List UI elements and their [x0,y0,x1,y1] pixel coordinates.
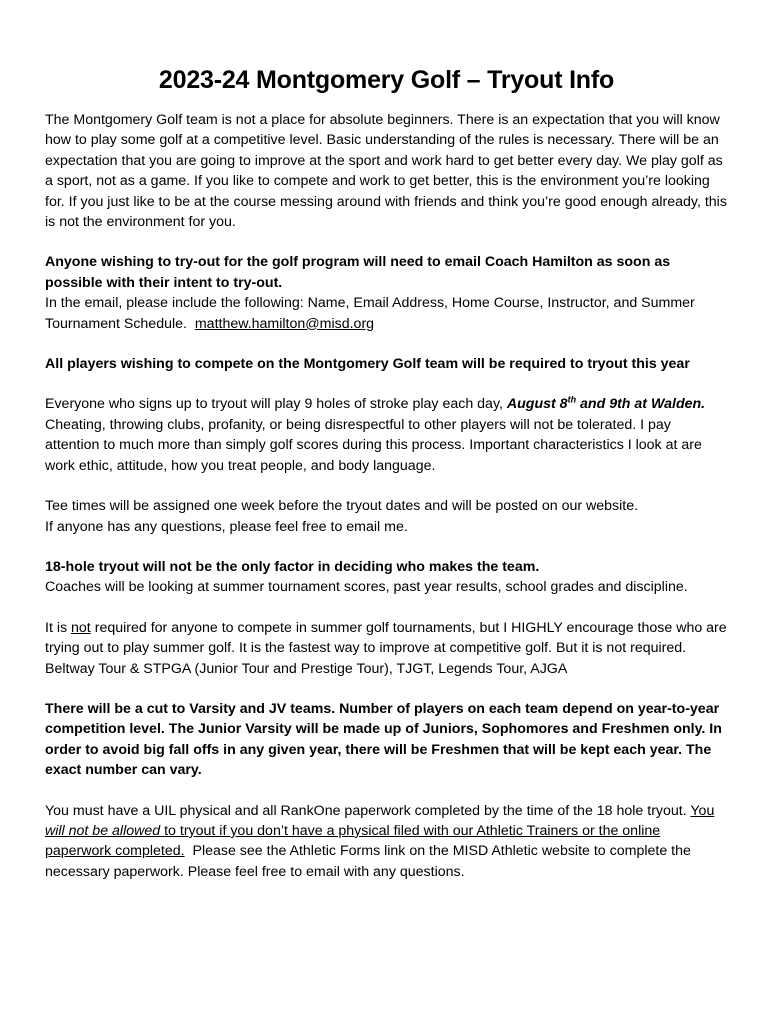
email-paragraph [45,252,728,334]
tryout-date-period: . [701,396,706,413]
paperwork-warning-emphasis: will not be allowed [45,822,161,839]
paperwork-warning-you: You [690,802,715,819]
summer-golf-body: required for anyone to compete in summer golf tournaments, but I HIGHLY encourage those who are trying out to play summer golf. It is the fastest way to improve at competitive golf. But it is not required. Beltway Tour & STPGA (Junior Tour and Prestige Tour), TJGT, Legends Tour, AJGA [45,619,727,677]
email-instructions-body: In the email, please include the following: Name, Email Address, Home Course, Instructor, and Summer Tournament Schedule. [45,295,695,332]
conduct-text: Cheating, throwing clubs, profanity, or being disrespectful to other players will not be tolerated. I pay attention to much more than simply golf scores during this process. Important characteristics I look at are work ethic, attitude, how you treat people, and body language. [45,416,702,474]
tee-times-line: Tee times will be assigned one week before the tryout dates and will be posted on our website. [45,498,639,515]
tryout-format-intro: Everyone who signs up to tryout will play 9 holes of stroke play each day, [45,396,503,413]
factors-heading: 18-hole tryout will not be the only factor in deciding who makes the team. [45,558,540,575]
paperwork-post: Please see the Athletic Forms link on the MISD Athletic website to complete the necessary paperwork. Please feel free to email with any questions. [45,843,691,880]
tryout-format-paragraph [45,394,728,476]
tee-times-paragraph [45,496,728,537]
team-cut-paragraph: There will be a cut to Varsity and JV teams. Number of players on each team depend on year-to-year competition level. The Junior Varsity will be made up of Juniors, Sophomores and Freshmen only. In order to avoid big fall offs in any given year, there will be Freshmen that will be kept each year. The exact number can vary. [45,700,722,779]
page-title: 2023-24 Montgomery Golf – Tryout Info [158,66,615,94]
tryout-date-start: August 8 [506,396,568,413]
factors-body: Coaches will be looking at summer tournament scores, past year results, school grades and discipline. [45,579,688,596]
paperwork-warning-rest: to tryout if you don’t have a physical filed with our Athletic Trainers or the online paperwork completed. [45,822,661,860]
intro-paragraph: The Montgomery Golf team is not a place for absolute beginners. There is an expectation that you will know how to play some golf at a competitive level. Basic understanding of the rules is necessary. There will be an expectation that you are going to improve at the sport and work hard to get better every day. We play golf as a sport, not as a game. If you like to compete and work to get better, this is the environment you’re looking for. If you just like to be at the course messing around with friends and think you’re good enough already, this is not the environment for you. [45,112,727,231]
summer-golf-paragraph [45,618,728,679]
factors-paragraph [45,557,728,598]
tryout-dates [507,396,705,412]
email-instructions-heading: Anyone wishing to try-out for the golf program will need to email Coach Hamilton as soon as possible with their intent to try-out. [45,254,671,291]
not-emphasis: not [71,619,91,636]
date-ordinal-suffix: th [567,394,577,405]
coach-email-link[interactable]: matthew.hamilton@misd.org [194,315,375,332]
paperwork-pre: You must have a UIL physical and all RankOne paperwork completed by the time of the 18 hole tryout. [45,802,687,819]
summer-golf-pre: It is [45,619,68,636]
tryout-date-end: and 9th at Walden [580,396,702,413]
paperwork-paragraph [45,801,728,883]
tryout-required-notice: All players wishing to compete on the Montgomery Golf team will be required to tryout this year [45,356,690,373]
questions-line: If anyone has any questions, please feel free to email me. [45,518,408,535]
